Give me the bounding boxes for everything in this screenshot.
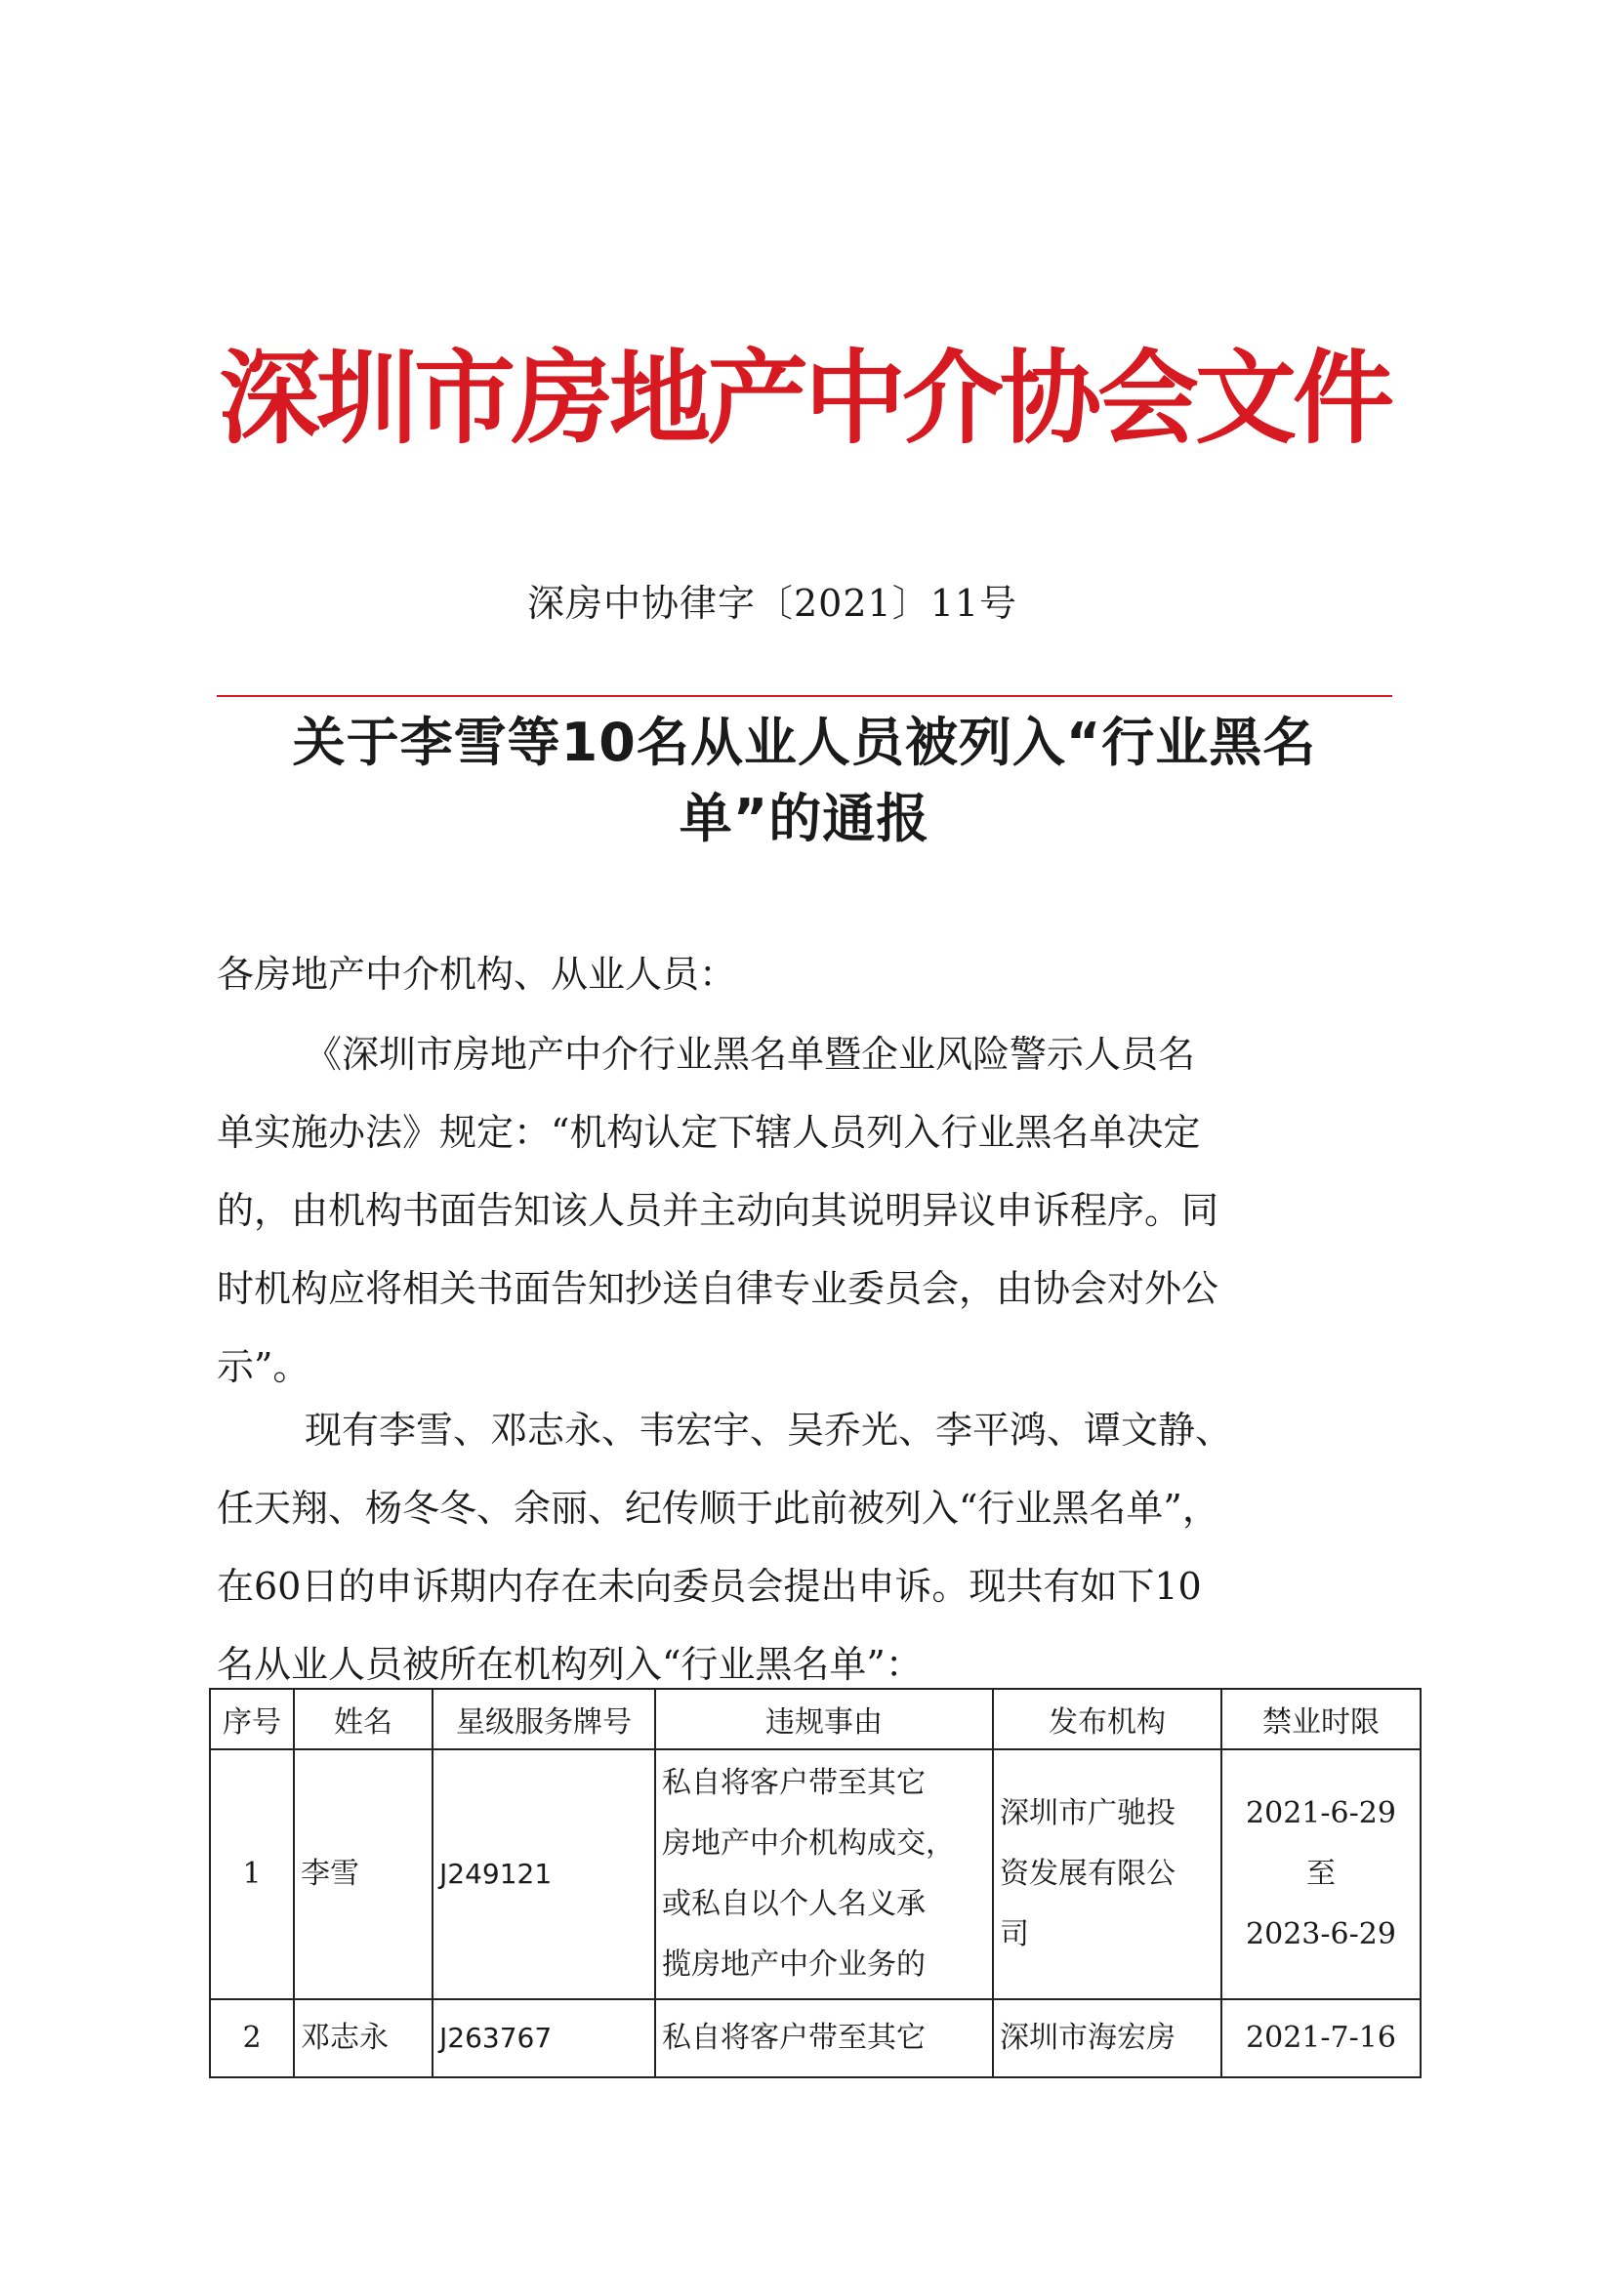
cell-text-line: 2021-6-29 — [1246, 1796, 1396, 1830]
cell-text-line: 深圳市广驰投 — [1000, 1796, 1176, 1830]
header-star-id: 星级服务牌号 — [433, 1689, 655, 1749]
paragraph-line: 名从业人员被所在机构列入“行业黑名单”： — [217, 1643, 923, 1686]
paragraph-announcement — [217, 1391, 1369, 1703]
paragraph-line: 在60日的申诉期内存在未向委员会提出申诉。现共有如下10 — [217, 1565, 1202, 1608]
cell-reason — [655, 1749, 993, 1999]
paragraph-line: 现有李雪、邓志永、韦宏宇、吴乔光、李平鸿、谭文静、 — [305, 1409, 1233, 1452]
paragraph-line: 的，由机构书面告知该人员并主动向其说明异议申诉程序。同 — [217, 1189, 1219, 1232]
table-row — [210, 1999, 1421, 2077]
document-number: 深房中协律字〔2021〕11号 — [527, 582, 1018, 625]
paragraph-line: 《深圳市房地产中介行业黑名单暨企业风险警示人员名 — [305, 1033, 1196, 1076]
paragraph-line: 示”。 — [217, 1345, 310, 1388]
red-divider — [217, 695, 1392, 697]
document-header: 深圳市房地产中介协会文件 — [218, 338, 1390, 458]
table-row — [210, 1749, 1421, 1999]
blacklist-table — [209, 1688, 1422, 2078]
cell-org — [993, 1999, 1221, 2077]
header-name: 姓名 — [294, 1689, 433, 1749]
table-header-row — [210, 1689, 1421, 1749]
cell-text-line: 私自将客户带至其它 — [662, 2021, 926, 2055]
header-ban-period: 禁业时限 — [1221, 1689, 1421, 1749]
cell-star-id: J249121 — [433, 1749, 655, 1999]
cell-text-line: 资发展有限公 — [1000, 1857, 1176, 1891]
notice-title-line: 单”的通报 — [679, 788, 930, 849]
cell-name: 邓志永 — [294, 1999, 433, 2077]
header-no: 序号 — [210, 1689, 294, 1749]
paragraph-line: 任天翔、杨冬冬、余丽、纪传顺于此前被列入“行业黑名单”， — [217, 1487, 1219, 1530]
paragraph-regulation — [217, 1015, 1369, 1406]
notice-title — [217, 705, 1392, 857]
cell-text-line: 司 — [1000, 1917, 1029, 1951]
cell-text-line: 深圳市海宏房 — [1000, 2021, 1176, 2055]
cell-no: 1 — [210, 1749, 294, 1999]
cell-text-line: 2023-6-29 — [1246, 1917, 1396, 1951]
cell-name: 李雪 — [294, 1749, 433, 1999]
notice-title-line: 关于李雪等10名从业人员被列入“行业黑名 — [292, 712, 1317, 773]
cell-no: 2 — [210, 1999, 294, 2077]
cell-text-line: 房地产中介机构成交， — [662, 1826, 955, 1861]
cell-text-line: 揽房地产中介业务的 — [662, 1948, 926, 1982]
cell-reason — [655, 1999, 993, 2077]
header-org: 发布机构 — [993, 1689, 1221, 1749]
cell-star-id: J263767 — [433, 1999, 655, 2077]
cell-ban-period — [1221, 1749, 1421, 1999]
cell-text-line: 或私自以个人名义承 — [662, 1887, 926, 1921]
cell-org — [993, 1749, 1221, 1999]
cell-text-line: 2021-7-16 — [1246, 2021, 1396, 2055]
paragraph-line: 单实施办法》规定：“机构认定下辖人员列入行业黑名单决定 — [217, 1111, 1201, 1154]
cell-ban-period — [1221, 1999, 1421, 2077]
cell-text-line: 至 — [1306, 1857, 1336, 1891]
salutation: 各房地产中介机构、从业人员： — [217, 953, 737, 996]
cell-text-line: 私自将客户带至其它 — [662, 1766, 926, 1800]
paragraph-line: 时机构应将相关书面告知抄送自律专业委员会，由协会对外公 — [217, 1267, 1219, 1310]
header-reason: 违规事由 — [655, 1689, 993, 1749]
